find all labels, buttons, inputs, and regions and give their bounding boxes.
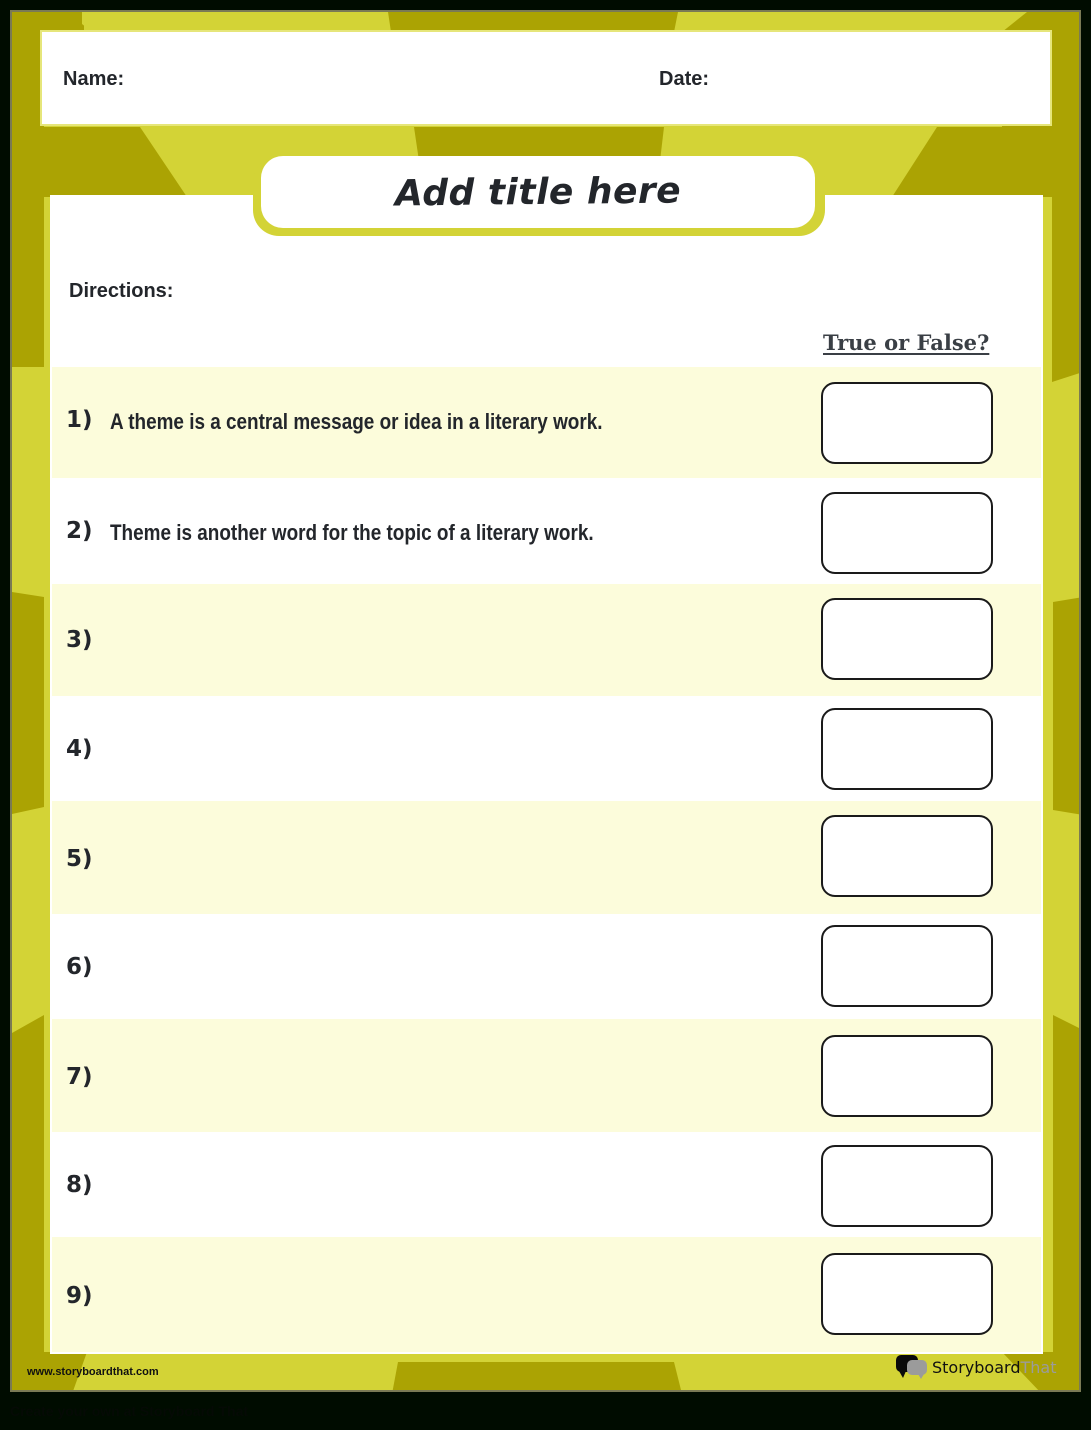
caption[interactable]: Create your own at Storyboard That bbox=[10, 1403, 249, 1419]
true-false-header: True or False? bbox=[823, 330, 990, 355]
answer-box[interactable] bbox=[821, 492, 993, 574]
question-number: 2) bbox=[66, 518, 93, 544]
footer-url[interactable]: www.storyboardthat.com bbox=[27, 1366, 159, 1378]
question-number: 4) bbox=[66, 736, 93, 762]
question-row-6 bbox=[52, 914, 1041, 1019]
question-text: Theme is another word for the topic of a literary work. bbox=[110, 520, 594, 545]
decor-left-mid bbox=[12, 592, 44, 814]
date-label: Date: bbox=[659, 68, 710, 90]
question-row-7 bbox=[52, 1019, 1041, 1132]
question-number: 9) bbox=[66, 1283, 93, 1309]
title-field[interactable] bbox=[261, 156, 815, 228]
decor-top-wedge-left bbox=[12, 127, 187, 197]
question-number: 8) bbox=[66, 1172, 93, 1198]
decor-left-bottom bbox=[12, 1015, 44, 1392]
question-row-9 bbox=[52, 1237, 1041, 1352]
answer-box[interactable] bbox=[821, 708, 993, 790]
sheet-edge-right bbox=[1079, 10, 1081, 1392]
question-number: 7) bbox=[66, 1064, 93, 1090]
decor-right-band bbox=[1052, 12, 1081, 382]
logo-text-primary: Storyboard bbox=[932, 1357, 1021, 1377]
question-text: A theme is a central message or idea in a literary work. bbox=[110, 409, 603, 434]
logo-text-secondary: That bbox=[1020, 1357, 1057, 1377]
answer-box[interactable] bbox=[821, 1035, 993, 1117]
decor-right-mid bbox=[1053, 597, 1081, 815]
answer-box[interactable] bbox=[821, 598, 993, 680]
sheet-edge-bottom bbox=[10, 1390, 1081, 1392]
question-row-1 bbox=[52, 367, 1041, 478]
question-number: 5) bbox=[66, 846, 93, 872]
question-row-5 bbox=[52, 801, 1041, 914]
directions-label: Directions: bbox=[69, 280, 174, 302]
decor-top-center bbox=[388, 12, 678, 32]
answer-box[interactable] bbox=[821, 815, 993, 897]
question-number: 1) bbox=[66, 407, 93, 433]
worksheet-title: Add title here bbox=[394, 170, 682, 214]
question-row-2 bbox=[52, 478, 1041, 584]
title-frame bbox=[253, 156, 825, 236]
question-number: 3) bbox=[66, 627, 93, 653]
answer-box[interactable] bbox=[821, 1253, 993, 1335]
answer-box[interactable] bbox=[821, 1145, 993, 1227]
decor-right-bottom bbox=[1053, 1015, 1081, 1392]
question-row-3 bbox=[52, 584, 1041, 696]
answer-box[interactable] bbox=[821, 925, 993, 1007]
speech-bubbles-icon bbox=[896, 1355, 930, 1379]
answer-box[interactable] bbox=[821, 382, 993, 464]
storyboardthat-logo[interactable] bbox=[896, 1355, 1056, 1379]
name-date-box bbox=[40, 30, 1052, 126]
name-label: Name: bbox=[63, 68, 125, 90]
question-row-4 bbox=[52, 696, 1041, 801]
question-row-8 bbox=[52, 1132, 1041, 1237]
question-number: 6) bbox=[66, 954, 93, 980]
decor-bottom-center bbox=[392, 1362, 682, 1392]
